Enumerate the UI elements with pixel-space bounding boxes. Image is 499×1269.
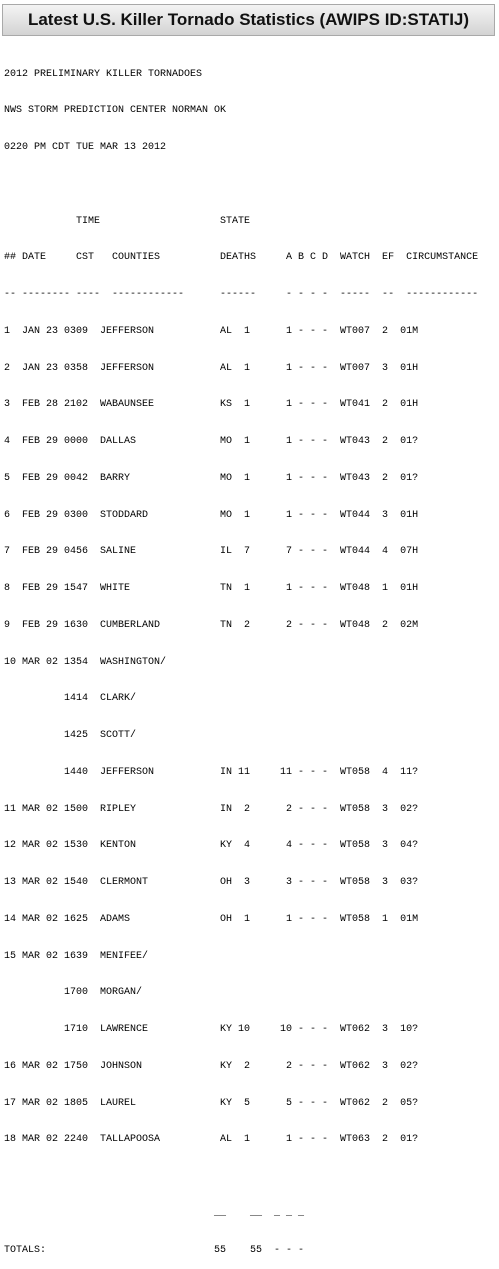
table-row: 11 MAR 02 1500 RIPLEY IN 2 2 - - - WT058 3 02? [4, 803, 419, 815]
table-header-line: TIME STATE [4, 215, 251, 227]
table-row: 1414 CLARK/ [4, 693, 137, 705]
blank-line [4, 1171, 499, 1183]
blank-line [4, 179, 499, 191]
table-row: 8 FEB 29 1547 WHITE TN 1 1 - - - WT048 1 01H [4, 583, 419, 594]
title-bar [2, 4, 495, 36]
table-row: 15 MAR 02 1639 MENIFEE/ [4, 950, 149, 962]
page-title: Latest U.S. Killer Tornado Statistics (AWIPS ID:STATIJ) [27, 10, 470, 29]
table-row: 5 FEB 29 0042 BARRY MO 1 1 - - - WT043 2 01? [4, 472, 419, 484]
table-row: 9 FEB 29 1630 CUMBERLAND TN 2 2 - - - WT048 2 02M [4, 619, 419, 631]
table-row: 6 FEB 29 0300 STODDARD MO 1 1 - - - WT044 3 01H [4, 509, 419, 521]
table-row: 18 MAR 02 2240 TALLAPOOSA AL 1 1 - - - WT063 2 01? [4, 1134, 419, 1146]
table-row: 12 MAR 02 1530 KENTON KY 4 4 - - - WT058 3 04? [4, 840, 419, 852]
table-row: 1425 SCOTT/ [4, 730, 137, 741]
totals-row: TOTALS: 55 55 - - - [4, 1244, 305, 1256]
table-row: 16 MAR 02 1750 JOHNSON KY 2 2 - - - WT062 3 02? [4, 1060, 419, 1072]
table-row: 3 FEB 28 2102 WABAUNSEE KS 1 1 - - - WT041 2 01H [4, 399, 419, 411]
report-header-line: 0220 PM CDT TUE MAR 13 2012 [4, 142, 167, 153]
report-header-line: 2012 PRELIMINARY KILLER TORNADOES [4, 68, 203, 80]
table-row: 1 JAN 23 0309 JEFFERSON AL 1 1 - - - WT007 2 01M [4, 325, 419, 337]
table-row: 14 MAR 02 1625 ADAMS OH 1 1 - - - WT058 1 01M [4, 913, 419, 925]
table-row: 13 MAR 02 1540 CLERMONT OH 3 3 - - - WT058 3 03? [4, 877, 419, 888]
report-text [4, 44, 499, 1269]
table-row: 2 JAN 23 0358 JEFFERSON AL 1 1 - - - WT007 3 01H [4, 362, 419, 374]
totals-rule: __ __ _ _ _ [4, 1207, 305, 1219]
table-row: 7 FEB 29 0456 SALINE IL 7 7 - - - WT044 4 07H [4, 546, 419, 558]
table-row: 1710 LAWRENCE KY 10 10 - - - WT062 3 10? [4, 1024, 419, 1035]
table-row: 10 MAR 02 1354 WASHINGTON/ [4, 656, 167, 668]
table-row: 1700 MORGAN/ [4, 987, 143, 999]
table-header-line: ## DATE CST COUNTIES DEATHS A B C D WATCH EF CIRCUMSTANCE [4, 252, 479, 264]
table-row: 17 MAR 02 1805 LAUREL KY 5 5 - - - WT062 2 05? [4, 1097, 419, 1109]
table-row: 1440 JEFFERSON IN 11 11 - - - WT058 4 11? [4, 766, 419, 778]
table-row: 4 FEB 29 0000 DALLAS MO 1 1 - - - WT043 2 01? [4, 436, 419, 447]
table-header-line: -- -------- ---- ------------ ------ - - - - ----- -- ------------ [4, 289, 479, 300]
report-header-line: NWS STORM PREDICTION CENTER NORMAN OK [4, 105, 227, 117]
